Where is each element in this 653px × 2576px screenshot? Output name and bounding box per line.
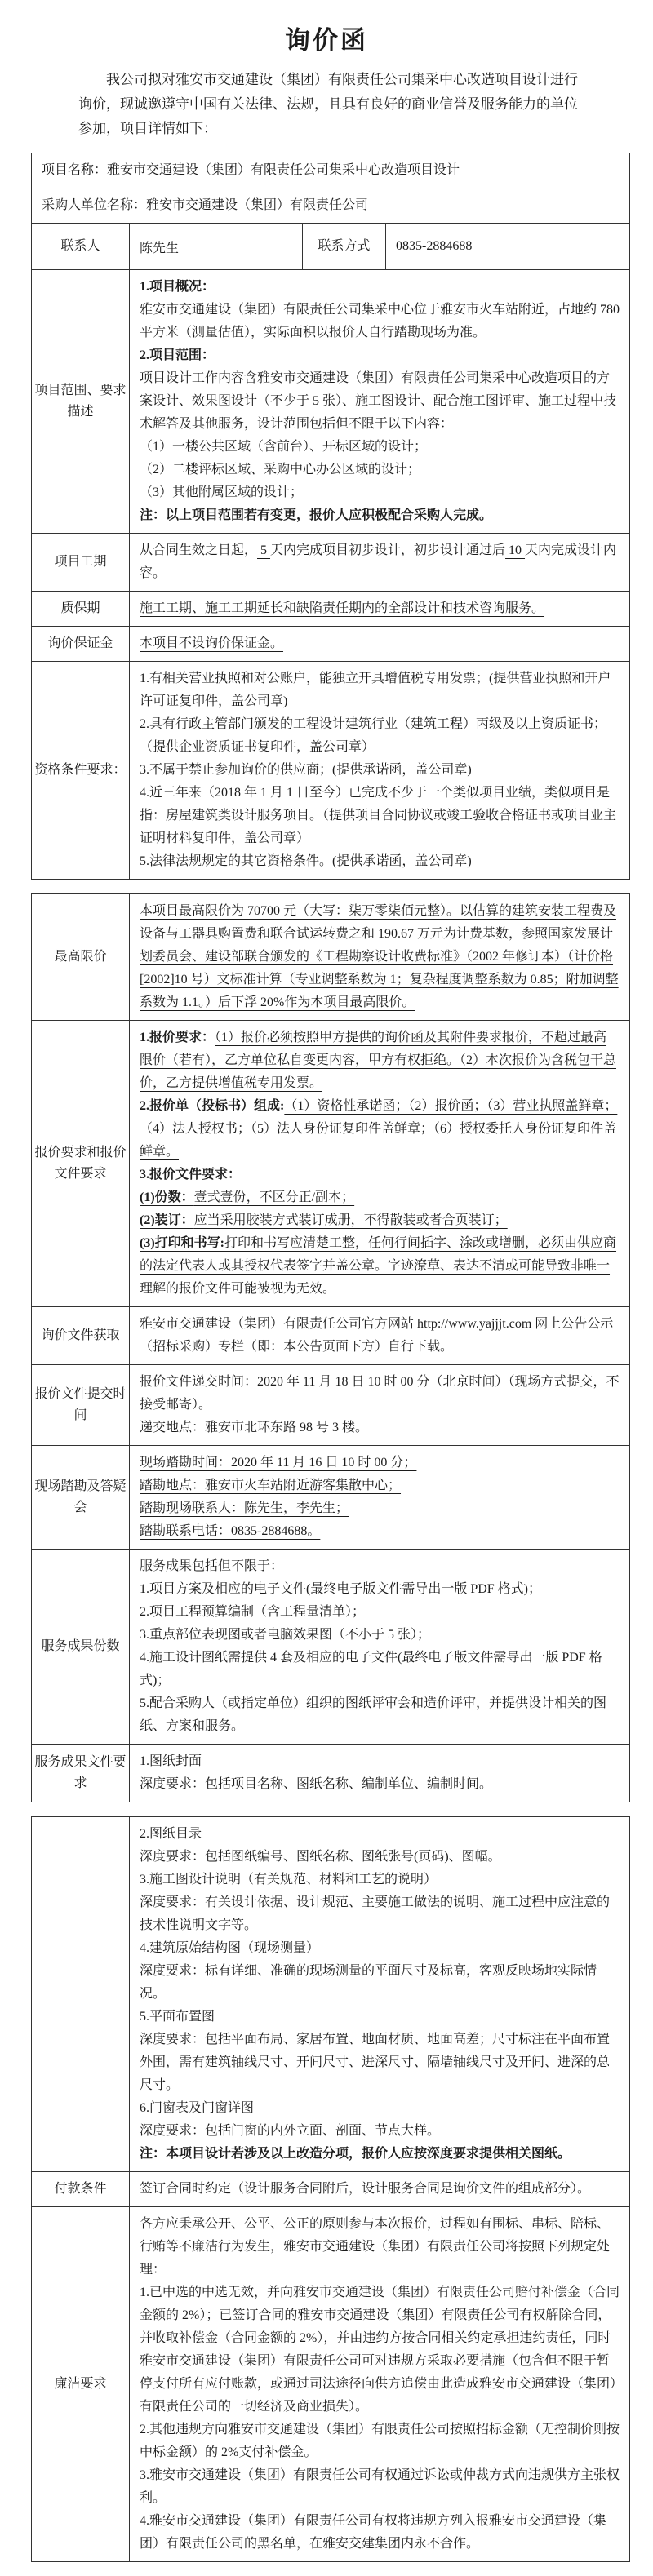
table-row-submit-time [32,1365,630,1446]
project-info-table [31,153,630,880]
quote-requirement-1-title: 1.报价要求： [140,1031,215,1044]
payment-content [130,2172,630,2207]
warranty-content [130,592,630,627]
submit-deadline-line [140,1371,620,1417]
integrity-item: 1.已中选的中选无效，并向雅安市交通建设（集团）有限责任公司赔付补偿金（合同金额的 2%）；已签订合同的雅安市交通建设（集团）有限责任公司有权解除合同，并收取补偿金（合同金额的 2%），并由违约方按合同相关约定承担违约责任，同时雅安市交通建设（集团）有限责任公司可对违规方采取必要措施（包含但不限于暂停支付所有应付账款，或通过司法途径向供方追偿由此造成雅安市交通建设（集团）有限责任公司的一切经济及商业损失）。 [140,2286,620,2414]
table-row-quote-requirements [32,1021,630,1307]
drawing-requirements-note: 注：本项目设计若涉及以上改造分项，报价人应按深度要求提供相关图纸。 [140,2147,571,2161]
contact-label: 联系人 [32,224,130,270]
deliverable-item: 2.项目工程预算编制（含工程量清单）； [140,1605,366,1619]
submit-location-line: 递交地点：雅安市北环东路 98 号 3 楼。 [140,1421,369,1434]
integrity-content [130,2207,630,2562]
submit-text-part: 时 [384,1375,398,1389]
scope-item: （2）二楼评标区域、采购中心办公区域的设计； [140,463,421,477]
row-label-qualification: 资格条件要求： [32,662,130,880]
integrity-item: 2.其他违规方向雅安市交通建设（集团）有限责任公司按照招标金额（无控制价则按中标金额）的 2%支付补偿金。 [140,2423,620,2459]
deliverable-item: 3.重点部位表现图或者电脑效果图（不小于 5 张）； [140,1628,431,1642]
submit-text-part: 分（北京时间）（现场方式提交，不接受邮寄）。 [140,1375,620,1412]
quotation-requirements-table [31,893,630,1802]
page-title: 询价函 [285,26,368,55]
contact-method-label: 联系方式 [303,224,386,270]
qualification-item: 1.有相关营业执照和对公账户，能独立开具增值税专用发票；(提供营业执照和开户许可证复印件，盖公司章) [140,672,611,708]
scope-overview-text: 雅安市交通建设（集团）有限责任公司集采中心位于雅安市火车站附近，占地约 780 平方米（测量估值），实际面积以报价人自行踏勘现场为准。 [140,303,620,339]
quote-requirement-2-text: （1）资格性承诺函；（2）报价函；（3）营业执照盖鲜章；（4）法人授权书；（5）法人身份证复印件盖鲜章；（6）授权委托人身份证复印件盖鲜章。 [140,1099,618,1159]
duration-content [130,534,630,592]
table-row-doc-obtain [32,1307,630,1365]
site-visit-phone: 踏勘联系电话：0835-2884688。 [140,1524,321,1538]
deposit-text: 本项目不设询价保证金。 [140,636,284,650]
qualification-item: 5.法律法规规定的其它资格条件。(提供承诺函，盖公司章) [140,854,472,868]
quote-file-binding [140,1209,620,1232]
quote-file-copies-label: (1)份数： [140,1190,194,1204]
project-name-cell: 项目名称：雅安市交通建设（集团）有限责任公司集采中心改造项目设计 [32,153,630,188]
payment-text: 签订合同时约定（设计服务合同附后，设计服务合同是询价文件的组成部分）。 [140,2182,591,2196]
doc-obtain-text: 雅安市交通建设（集团）有限责任公司官方网站 http://www.yajjjt.com 网上公告公示（招标采购）专栏（即：本公告页面下方）自行下载。 [140,1317,614,1354]
submit-time-content [130,1365,630,1446]
quote-file-copies [140,1186,620,1209]
duration-text-part: 天内完成项目初步设计，初步设计通过后 [270,543,506,557]
row-label-site-visit: 现场踏勘及答疑会 [32,1446,130,1550]
drawing-requirement-line: 深度要求：包括门窗的内外立面、剖面、节点大样。 [140,2124,441,2138]
drawing-requirement-line: 6.门窗表及门窗详图 [140,2101,255,2115]
doc-obtain-content [130,1307,630,1365]
max-price-content [130,894,630,1021]
table-row-project-name [32,153,630,188]
quote-file-printing-text: 打印和书写应清楚工整，任何行间插字、涂改或增删，必须由供应商的法定代表人或其授权代表签字并盖公章。字迹潦草、表达不清或可能导致非唯一理解的报价文件可能被视为无效。 [140,1236,617,1296]
quote-file-binding-text: 应当采用胶装方式装订成册，不得散装或者合页装订； [193,1213,508,1227]
quote-file-binding-label: (2)装订： [140,1213,194,1227]
scope-item: （3）其他附属区域的设计； [140,485,304,499]
table-row-deliverable-files [32,1745,630,1802]
contact-phone: 0835-2884688 [386,224,630,270]
intro-paragraph: 我公司拟对雅安市交通建设（集团）有限责任公司集采中心改造项目设计进行询价，现诚邀遵守中国有关法律、法规，且具有良好的商业信誉及服务能力的单位参加，项目详情如下： [78,72,578,136]
submit-text-part: 月 [318,1375,332,1389]
quote-file-printing [140,1232,620,1301]
qualification-item: 2.具有行政主管部门颁发的工程设计建筑行业（建筑工程）丙级及以上资质证书；（提供企业资质证书复印件，盖公司章） [140,717,607,754]
site-visit-place: 踏勘地点：雅安市火车站附近游客集散中心； [140,1479,402,1492]
row-label-max-price: 最高限价 [32,894,130,1021]
deliverable-file-line: 1.图纸封面 [140,1754,202,1768]
table-row-integrity [32,2207,630,2562]
deliverable-item: 4.施工设计图纸需提供 4 套及相应的电子文件(最终电子版文件需导出一版 PDF 格式)； [140,1651,602,1687]
duration-days-final-blank: 10 [505,543,526,557]
table-row-warranty [32,592,630,627]
site-visit-contact: 踏勘现场联系人：陈先生，李先生； [140,1501,349,1515]
scope-note: 注：以上项目范围若有变更，报价人应积极配合采购人完成。 [140,508,493,522]
drawing-payment-integrity-table [31,1816,630,2562]
table-row-max-price [32,894,630,1021]
quote-requirement-1 [140,1026,620,1095]
integrity-intro: 各方应秉承公开、公平、公正的原则参与本次报价，过程如有围标、串标、陪标、行贿等不廉洁行为发生，雅安市交通建设（集团）有限责任公司将按照下列规定处理： [140,2217,611,2277]
quote-requirements-content [130,1021,630,1307]
submit-text-part: 报价文件递交时间：2020 年 [140,1375,300,1389]
contact-name: 陈先生 [130,224,303,270]
table-row-payment [32,2172,630,2207]
deliverable-item: 5.配合采购人（或指定单位）组织的图纸评审会和造价评审，并提供设计相关的图纸、方案和服务。 [140,1696,607,1733]
scope-range-text: 项目设计工作内容含雅安市交通建设（集团）有限责任公司集采中心改造项目的方案设计、效果图设计（不少于 5 张）、施工图设计、配合施工图评审、施工过程中技术解答及其他服务，设计范围包括但不限于以下内容： [140,371,617,431]
row-label-warranty: 质保期 [32,592,130,627]
table-row-deposit [32,627,630,662]
submit-hour-blank: 10 [364,1375,384,1389]
qualification-item: 4.近三年来（2018 年 1 月 1 日至今）已完成不少于一个类似项目业绩，类似项目是指：房屋建筑类设计服务项目。（提供项目合同协议或竣工验收合格证书或项目业主证明材料复印件，盖公司章） [140,786,617,845]
integrity-item: 4.雅安市交通建设（集团）有限责任公司有权将违规方列入报雅安市交通建设（集团）有限责任公司的黑名单，在雅安交建集团内永不合作。 [140,2514,607,2551]
row-label-deposit: 询价保证金 [32,627,130,662]
warranty-text: 施工工期、施工工期延长和缺陷责任期内的全部设计和技术咨询服务。 [140,601,545,615]
drawing-requirement-line: 4.建筑原始结构图（现场测量） [140,1941,320,1955]
site-visit-content [130,1446,630,1550]
row-label-integrity: 廉洁要求 [32,2207,130,2562]
row-label-quote-requirements: 报价要求和报价文件要求 [32,1021,130,1307]
table-row-qualification [32,662,630,880]
row-label-payment: 付款条件 [32,2172,130,2207]
drawing-requirement-line: 深度要求：有关设计依据、设计规范、主要施工做法的说明、施工过程中应注意的技术性说明文字等。 [140,1895,611,1932]
quote-file-copies-text: 壹式壹份，不区分正/副本； [193,1190,355,1204]
quote-requirement-2-title: 2.报价单（投标书）组成: [140,1099,285,1113]
qualification-item: 3.不属于禁止参加询价的供应商；(提供承诺函，盖公司章) [140,763,472,777]
submit-month-blank: 11 [300,1375,319,1389]
inquiry-letter-document [0,20,653,2562]
submit-day-blank: 18 [331,1375,352,1389]
scope-content [130,270,630,534]
submit-text-part: 日 [351,1375,365,1389]
duration-text [140,539,620,585]
drawing-requirement-line: 深度要求：包括平面布局、家居布置、地面材质、地面高差；尺寸标注在平面布置外围，需有建筑轴线尺寸、开间尺寸、进深尺寸、隔墙轴线尺寸及开间、进深的总尺寸。 [140,2033,611,2092]
site-visit-time: 现场踏勘时间：2020 年 11 月 16 日 10 时 00 分； [140,1456,417,1470]
table-row-contact [32,224,630,270]
deliverable-item: 1.项目方案及相应的电子文件(最终电子版文件需导出一版 PDF 格式)； [140,1582,542,1596]
deliverable-file-line: 深度要求：包括项目名称、图纸名称、编制单位、编制时间。 [140,1777,493,1791]
drawing-requirement-line: 2.图纸目录 [140,1827,202,1841]
quote-requirement-1-text: （1）报价必须按照甲方提供的询价函及其附件要求报价，不超过最高限价（若有），乙方单位私自变更内容，甲方有权拒绝。（2）本次报价为含税包干总价，乙方提供增值税专用发票。 [140,1031,617,1090]
quote-requirement-3-title: 3.报价文件要求： [140,1168,242,1182]
row-label-doc-obtain: 询价文件获取 [32,1307,130,1365]
quote-file-printing-label: (3)打印和书写: [140,1236,224,1250]
table-row-drawing-requirements [32,1817,630,2172]
duration-text-part: 从合同生效之日起， [140,543,258,557]
table-row-purchaser [32,188,630,224]
scope-item: （1）一楼公共区域（含前台）、开标区域的设计； [140,440,428,454]
row-label-scope: 项目范围、要求描述 [32,270,130,534]
drawing-requirement-line: 5.平面布置图 [140,2010,215,2024]
duration-days-initial-blank: 5 [257,543,271,557]
deliverable-files-content [130,1745,630,1802]
table-row-deliverables [32,1550,630,1745]
duration-text-part: 天内完成设计内容。 [140,543,617,580]
drawing-requirement-line: 3.施工图设计说明（有关规范、材料和工艺的说明） [140,1873,438,1887]
purchaser-cell: 采购人单位名称：雅安市交通建设（集团）有限责任公司 [32,188,630,224]
row-label-deliverable-files: 服务成果文件要求 [32,1745,130,1802]
quote-requirement-2 [140,1095,620,1164]
deliverables-content [130,1550,630,1745]
table-row-duration [32,534,630,592]
deposit-content [130,627,630,662]
row-label-submit-time: 报价文件提交时间 [32,1365,130,1446]
deliverables-intro: 服务成果包括但不限于： [140,1559,284,1573]
scope-heading-range: 2.项目范围： [140,348,215,362]
submit-minute-blank: 00 [397,1375,417,1389]
row-label-deliverables: 服务成果份数 [32,1550,130,1745]
drawing-requirements-content [130,1817,630,2172]
integrity-item: 3.雅安市交通建设（集团）有限责任公司有权通过诉讼或仲裁方式向违规供方主张权利。 [140,2468,620,2505]
row-label-duration: 项目工期 [32,534,130,592]
drawing-requirement-line: 深度要求：包括图纸编号、图纸名称、图纸张号(页码)、图幅。 [140,1850,501,1864]
scope-heading-overview: 1.项目概况： [140,280,215,294]
drawing-requirement-line: 深度要求：标有详细、准确的现场测量的平面尺寸及标高，客观反映场地实际情况。 [140,1964,597,2001]
max-price-text: 本项目最高限价为 70700 元（大写：柒万零柒佰元整）。以估算的建筑安装工程费及设备与工器具购置费和联合试运转费之和 190.67 万元为计费基数，参照国家发展计划委员会、建设部联合颁发的《工程勘察设计收费标准》（2002 年修订本）（计价格[2002]10 号）文标准计算（专业调整系数为 1；复杂程度调整系数为 0.85；附加调整系数为 1.1。）后下浮 20%作为本项目最高限价。 [140,904,619,1009]
table-row-site-visit [32,1446,630,1550]
table-row-scope [32,270,630,534]
qualification-content [130,662,630,880]
row-label-drawing-requirements-empty [32,1817,130,2172]
